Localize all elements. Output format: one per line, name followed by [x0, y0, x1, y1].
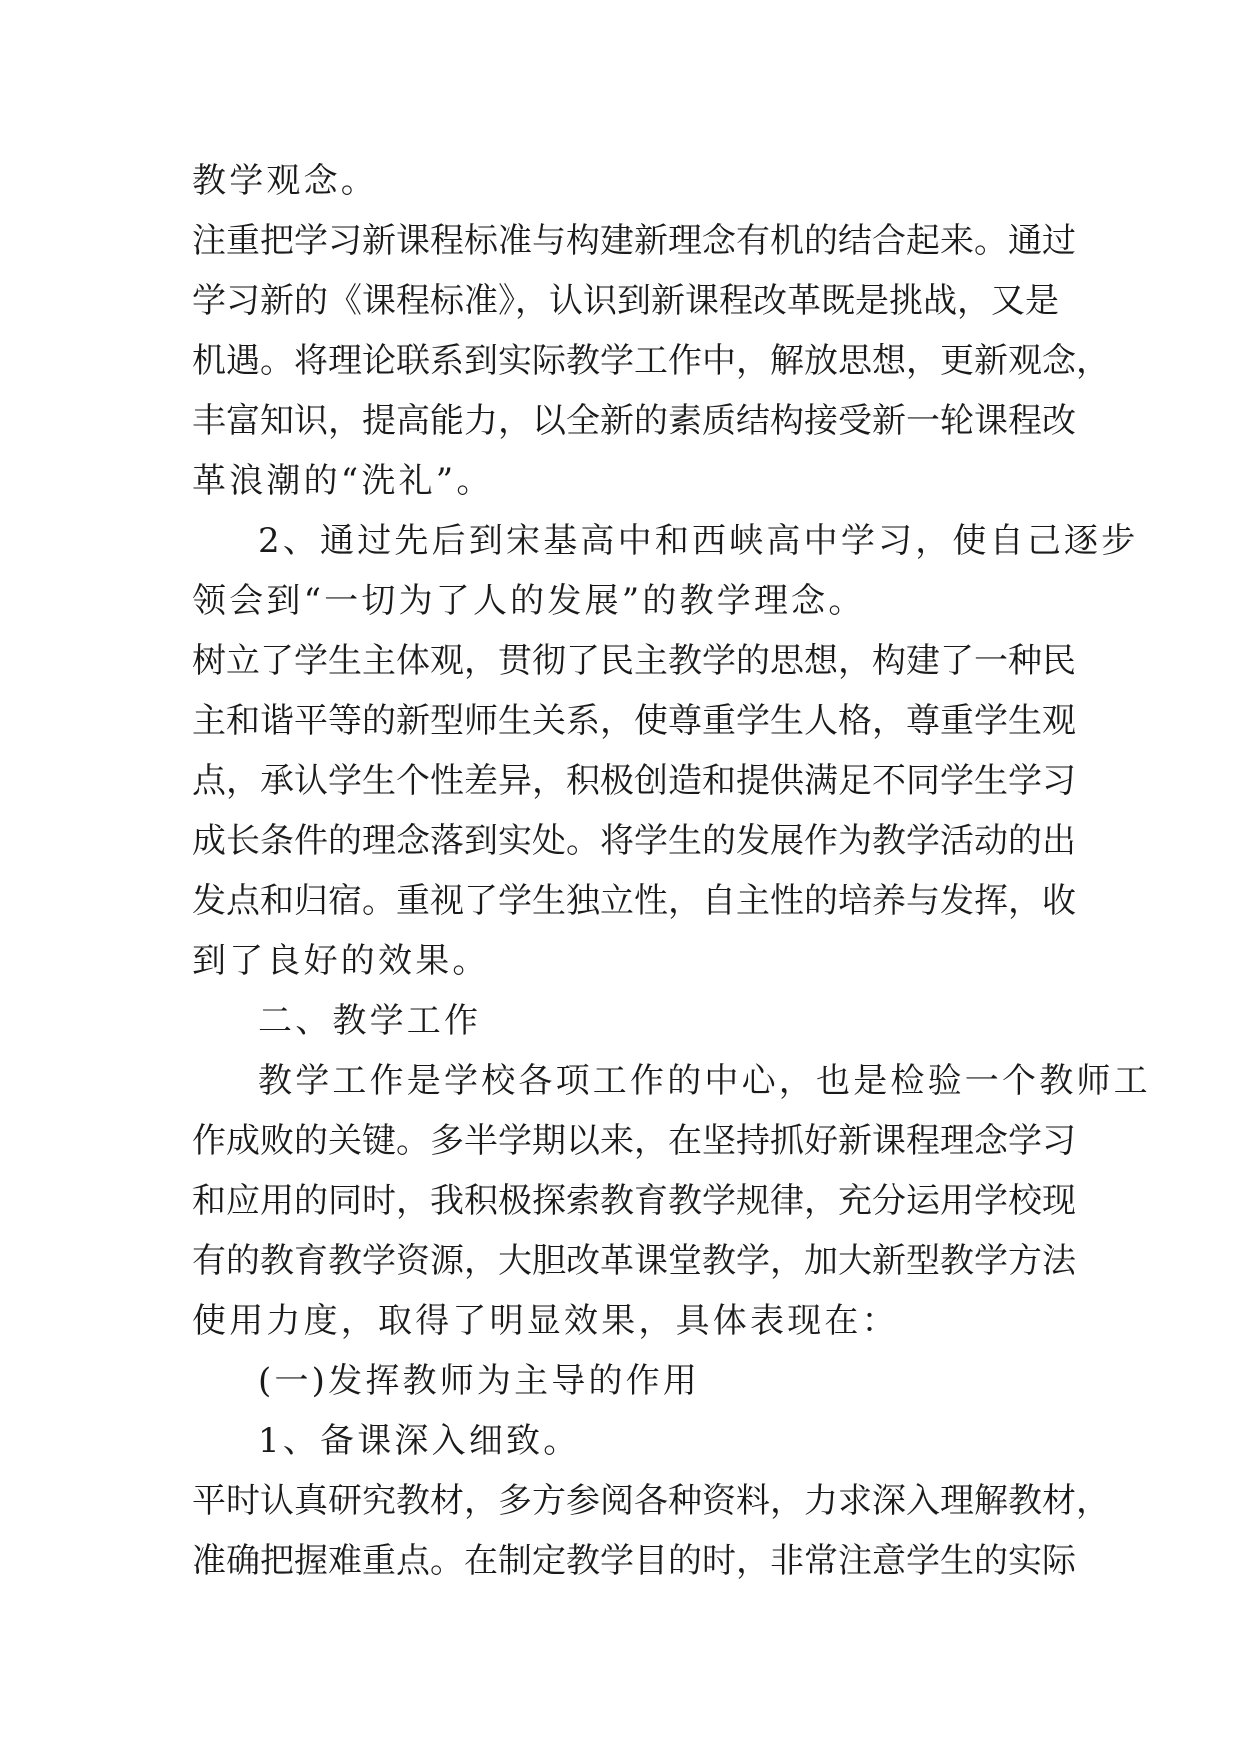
text-line: 到了良好的效果。 [192, 941, 490, 981]
text-line: 教学观念。 [192, 161, 378, 201]
text-line: 树立了学生主体观，贯彻了民主教学的思想，构建了一种民 [192, 641, 1076, 681]
text-line: 发点和归宿。重视了学生独立性，自主性的培养与发挥，收 [192, 881, 1076, 921]
text-line: 点，承认学生个性差异，积极创造和提供满足不同学生学习 [192, 761, 1076, 801]
text-line: 主和谐平等的新型师生关系，使尊重学生人格，尊重学生观 [192, 701, 1076, 741]
text-line: 学习新的《课程标准》，认识到新课程改革既是挑战，又是 [192, 281, 1059, 321]
subsection-heading: (一)发挥教师为主导的作用 [258, 1361, 701, 1401]
text-line: 准确把握难重点。在制定教学目的时，非常注意学生的实际 [192, 1541, 1076, 1581]
text-line: 作成败的关键。多半学期以来，在坚持抓好新课程理念学习 [192, 1121, 1076, 1161]
text-line: 领会到“一切为了人的发展”的教学理念。 [192, 581, 866, 621]
section-heading: 二、教学工作 [258, 1001, 482, 1041]
text-line: 平时认真研究教材，多方参阅各种资料，力求深入理解教材， [192, 1481, 1110, 1521]
text-line: 使用力度，取得了明显效果，具体表现在： [192, 1301, 899, 1341]
item-heading: 1、备课深入细致。 [258, 1421, 581, 1461]
text-line: 有的教育教学资源，大胆改革课堂教学，加大新型教学方法 [192, 1241, 1076, 1281]
text-line: 革浪潮的“洗礼”。 [192, 461, 494, 501]
text-line: 注重把学习新课程标准与构建新理念有机的结合起来。通过 [192, 221, 1076, 261]
text-line: 和应用的同时，我积极探索教育教学规律，充分运用学校现 [192, 1181, 1076, 1221]
text-line: 丰富知识，提高能力，以全新的素质结构接受新一轮课程改 [192, 401, 1076, 441]
text-line: 成长条件的理念落到实处。将学生的发展作为教学活动的出 [192, 821, 1076, 861]
text-line: 教学工作是学校各项工作的中心，也是检验一个教师工 [258, 1061, 1151, 1101]
text-line: 机遇。将理论联系到实际教学工作中，解放思想，更新观念， [192, 341, 1110, 381]
text-line: 2、通过先后到宋基高中和西峡高中学习，使自己逐步 [258, 521, 1139, 561]
